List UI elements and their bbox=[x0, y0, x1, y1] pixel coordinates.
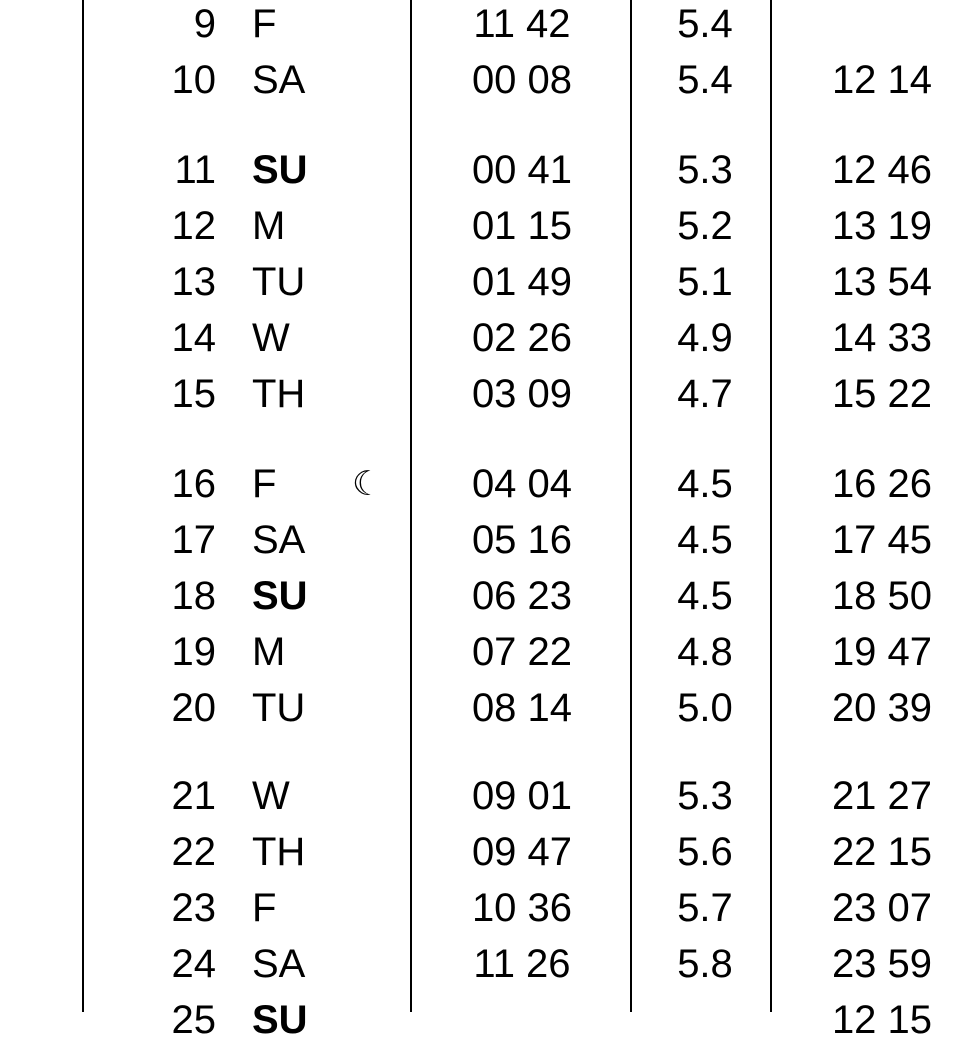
first-tide-time-cell: 00 08 bbox=[471, 58, 573, 102]
date-cell: 22 bbox=[171, 830, 216, 874]
table-row bbox=[0, 936, 960, 992]
table-row bbox=[0, 880, 960, 936]
day-cell: W bbox=[252, 774, 290, 818]
first-tide-height-cell: 5.7 bbox=[677, 886, 733, 930]
table-row bbox=[0, 768, 960, 824]
day-cell: SA bbox=[252, 518, 306, 562]
day-cell: M bbox=[252, 630, 286, 674]
first-tide-height-cell bbox=[640, 992, 770, 1048]
first-tide-height-cell: 4.5 bbox=[677, 518, 733, 562]
first-tide-height-cell: 5.0 bbox=[677, 686, 733, 730]
second-tide-time-cell bbox=[800, 0, 960, 52]
first-tide-height-cell: 5.1 bbox=[677, 260, 733, 304]
first-tide-time-cell: 06 23 bbox=[471, 574, 573, 618]
date-cell: 20 bbox=[171, 686, 216, 730]
first-tide-time-cell: 11 26 bbox=[473, 942, 571, 986]
first-tide-time-cell: 01 49 bbox=[471, 260, 573, 304]
first-tide-height-cell: 5.4 bbox=[677, 2, 733, 46]
date-cell: 18 bbox=[171, 574, 216, 618]
table-row bbox=[0, 142, 960, 198]
second-tide-time-cell: 23 59 bbox=[831, 942, 933, 986]
first-tide-height-cell: 5.3 bbox=[677, 148, 733, 192]
first-tide-height-cell: 4.5 bbox=[677, 574, 733, 618]
second-tide-time-cell: 12 46 bbox=[831, 148, 933, 192]
first-tide-time-cell: 00 41 bbox=[471, 148, 573, 192]
day-cell: M bbox=[252, 204, 286, 248]
table-row bbox=[0, 254, 960, 310]
second-tide-time-cell: 20 39 bbox=[831, 686, 933, 730]
first-tide-time-cell: 11 42 bbox=[473, 2, 571, 46]
second-tide-time-cell: 13 54 bbox=[831, 260, 933, 304]
table-row bbox=[0, 0, 960, 52]
date-cell: 25 bbox=[171, 998, 216, 1042]
date-cell: 19 bbox=[171, 630, 216, 674]
date-cell: 13 bbox=[171, 260, 216, 304]
table-row bbox=[0, 456, 960, 512]
first-tide-height-cell: 5.2 bbox=[677, 204, 733, 248]
first-tide-height-cell: 5.6 bbox=[677, 830, 733, 874]
day-cell: F bbox=[252, 462, 277, 506]
date-cell: 24 bbox=[171, 942, 216, 986]
table-row bbox=[0, 568, 960, 624]
day-cell: TH bbox=[252, 830, 306, 874]
table-row bbox=[0, 680, 960, 736]
first-tide-height-cell: 5.8 bbox=[677, 942, 733, 986]
second-tide-time-cell: 22 15 bbox=[831, 830, 933, 874]
first-tide-time-cell: 09 01 bbox=[471, 774, 573, 818]
day-cell: SA bbox=[252, 942, 306, 986]
first-tide-time-cell: 05 16 bbox=[471, 518, 573, 562]
first-tide-time-cell: 04 04 bbox=[471, 462, 573, 506]
day-cell: SU bbox=[252, 998, 308, 1042]
table-row bbox=[0, 512, 960, 568]
day-cell: SU bbox=[252, 148, 308, 192]
date-cell: 14 bbox=[171, 316, 216, 360]
date-cell: 12 bbox=[171, 204, 216, 248]
second-tide-time-cell: 12 15 bbox=[831, 998, 933, 1042]
first-tide-time-cell bbox=[440, 992, 604, 1048]
date-cell: 10 bbox=[171, 58, 216, 102]
first-tide-height-cell: 4.8 bbox=[677, 630, 733, 674]
date-cell: 16 bbox=[171, 462, 216, 506]
table-row bbox=[0, 366, 960, 422]
date-cell: 9 bbox=[193, 2, 216, 46]
second-tide-time-cell: 23 07 bbox=[831, 886, 933, 930]
first-tide-height-cell: 4.5 bbox=[677, 462, 733, 506]
second-tide-time-cell: 18 50 bbox=[831, 574, 933, 618]
day-cell: SU bbox=[252, 574, 308, 618]
first-tide-height-cell: 5.4 bbox=[677, 58, 733, 102]
second-tide-time-cell: 13 19 bbox=[831, 204, 933, 248]
day-cell: W bbox=[252, 316, 290, 360]
first-tide-time-cell: 08 14 bbox=[471, 686, 573, 730]
day-cell: SA bbox=[252, 58, 306, 102]
day-cell: F bbox=[252, 2, 277, 46]
moon-phase-icon: ☾ bbox=[352, 464, 383, 504]
day-cell: TU bbox=[252, 260, 306, 304]
date-cell: 17 bbox=[171, 518, 216, 562]
table-row bbox=[0, 198, 960, 254]
table-row bbox=[0, 992, 960, 1048]
second-tide-time-cell: 15 22 bbox=[831, 372, 933, 416]
date-cell: 23 bbox=[171, 886, 216, 930]
day-cell: TU bbox=[252, 686, 306, 730]
second-tide-time-cell: 17 45 bbox=[831, 518, 933, 562]
table-row bbox=[0, 310, 960, 366]
first-tide-time-cell: 09 47 bbox=[471, 830, 573, 874]
first-tide-height-cell: 4.9 bbox=[677, 316, 733, 360]
second-tide-time-cell: 12 14 bbox=[831, 58, 933, 102]
day-cell: F bbox=[252, 886, 277, 930]
first-tide-time-cell: 10 36 bbox=[471, 886, 573, 930]
second-tide-time-cell: 16 26 bbox=[831, 462, 933, 506]
second-tide-time-cell: 21 27 bbox=[831, 774, 933, 818]
date-cell: 15 bbox=[171, 372, 216, 416]
second-tide-time-cell: 14 33 bbox=[831, 316, 933, 360]
date-cell: 11 bbox=[174, 148, 216, 192]
first-tide-time-cell: 03 09 bbox=[471, 372, 573, 416]
table-row bbox=[0, 624, 960, 680]
day-cell: TH bbox=[252, 372, 306, 416]
first-tide-time-cell: 01 15 bbox=[471, 204, 573, 248]
date-cell: 21 bbox=[171, 774, 216, 818]
first-tide-time-cell: 07 22 bbox=[471, 630, 573, 674]
first-tide-time-cell: 02 26 bbox=[471, 316, 573, 360]
table-row bbox=[0, 52, 960, 108]
table-row bbox=[0, 824, 960, 880]
first-tide-height-cell: 4.7 bbox=[677, 372, 733, 416]
first-tide-height-cell: 5.3 bbox=[677, 774, 733, 818]
second-tide-time-cell: 19 47 bbox=[831, 630, 933, 674]
